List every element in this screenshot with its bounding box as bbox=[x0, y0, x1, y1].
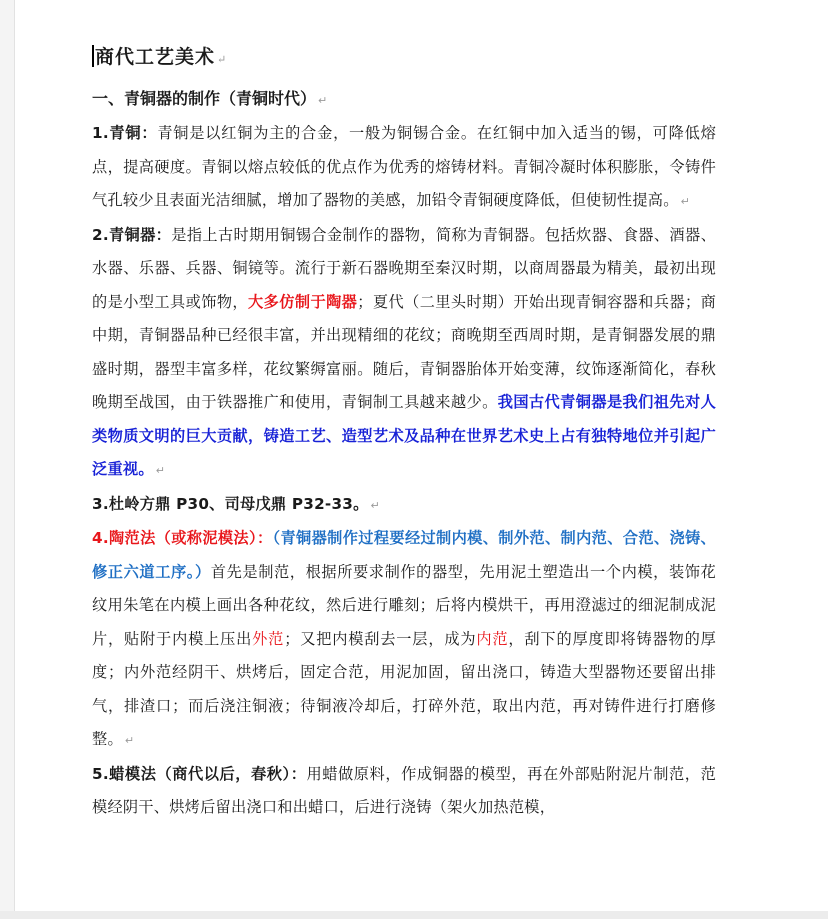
document-title bbox=[95, 40, 716, 77]
paragraph-text: ，刮下的厚度即将铸器物的厚度；内外范经阴干、烘烤后，固定合范，用泥加固，留出浇口，铸造大型器物还要留出排气，排渣口；而后浇注铜液；待铜液冷却后，打碎外范，取出内范，再对铸件进行打磨修整。 bbox=[92, 629, 717, 748]
paragraph-mark-icon: ↵ bbox=[680, 195, 691, 208]
item-number: 4. bbox=[92, 529, 109, 547]
paragraph-text: ；又把内模刮去一层，成为 bbox=[284, 629, 477, 648]
item-number: 1. bbox=[92, 124, 109, 142]
paragraph-text: 青铜是以红铜为主的合金，一般为铜锡合金。在红铜中加入适当的锡，可降低熔点，提高硬度。青铜以熔点较低的优点作为优秀的熔铸材料。青铜冷凝时体积膨胀，令铸件气孔较少且表面光洁细腻，增加了器物的美感，加铅令青铜硬度降低，但使韧性提高。 bbox=[92, 124, 717, 209]
highlight-red: 大多仿制于陶器 bbox=[248, 292, 358, 311]
paragraph-mark-icon: ↵ bbox=[318, 94, 328, 107]
red-word-outer-mold: 外范 bbox=[252, 629, 285, 648]
section-heading-text: 一、青铜器的制作（青铜时代） bbox=[92, 89, 317, 108]
left-margin-gutter bbox=[0, 0, 15, 919]
term-bronze: 青铜： bbox=[108, 124, 158, 142]
item-number: 3. bbox=[92, 494, 109, 513]
red-word-inner-mold: 内范 bbox=[476, 629, 509, 648]
paragraph-mark-icon: ↵ bbox=[155, 464, 166, 477]
paragraph-pottery-mold bbox=[92, 522, 716, 758]
paragraph-lost-wax bbox=[92, 758, 716, 825]
highlight-blue: 我国古代青铜器是我们祖先对人类物质文明的巨大贡献，铸造工艺、造型艺术及品种在世界艺术史上占有独特地位并引起广泛重视。 bbox=[92, 393, 717, 478]
paragraph-mark-icon: ↵ bbox=[217, 53, 228, 66]
examples-text: 杜岭方鼎 P30、司母戊鼎 P32-33。 bbox=[108, 494, 369, 513]
term-pottery-mold: 陶范法（或称泥模法）： bbox=[108, 529, 273, 547]
paragraph-text: 是指上古时期用铜锡合金制作的器物，简称为青铜器。包括炊器、食器、酒器、水器、乐器、兵器、铜镜等。流行于新石器晚期至秦汉时期，以商周器最为精美，最初出现的是小型工具或饰物， bbox=[92, 225, 717, 311]
paragraph-bronze bbox=[92, 117, 716, 219]
section-heading bbox=[92, 83, 716, 117]
paragraph-examples bbox=[92, 488, 716, 523]
paragraph-bronze-ware bbox=[92, 219, 716, 488]
paragraph-text: ；夏代（二里头时期）开始出现青铜容器和兵器；商中期，青铜器品种已经很丰富，并出现精细的花纹；商晚期至西周时期，是青铜器发展的鼎盛时期，器型丰富多样，花纹繁缛富丽。随后，青铜器胎体开始变薄，纹饰逐渐简化，春秋晚期至战国，由于铁器推广和使用，青铜制工具越来越少。 bbox=[92, 292, 717, 411]
term-bronze-ware: 青铜器： bbox=[108, 225, 172, 244]
paragraph-text: 用蜡做原料，作成铜器的模型，再在外部贴附泥片制范，范模经阴干、烘烤后留出浇口和出蜡口，后进行浇铸（架火加热范模， bbox=[92, 764, 717, 816]
paragraph-mark-icon: ↵ bbox=[124, 734, 135, 747]
document-title-text: 商代工艺美术 bbox=[95, 46, 216, 68]
paragraph-text: 首先是制范，根据所要求制作的器型，先用泥土塑造出一个内模，装饰花纹用朱笔在内模上画出各种花纹，然后进行雕刻；后将内模烘干，再用澄滤过的细泥制成泥片，贴附于内模上压出 bbox=[92, 562, 716, 648]
item-number: 2. bbox=[92, 225, 109, 244]
term-lost-wax: 蜡模法（商代以后，春秋）： bbox=[108, 764, 307, 783]
paragraph-mark-icon: ↵ bbox=[370, 498, 380, 512]
item-number: 5. bbox=[92, 764, 109, 783]
bottom-scroll-edge bbox=[0, 911, 828, 919]
highlight-process-steps: （青铜器制作过程要经过制内模、制外范、制内范、合范、浇铸、修正六道工序。） bbox=[92, 529, 716, 581]
document-page[interactable] bbox=[92, 40, 716, 825]
